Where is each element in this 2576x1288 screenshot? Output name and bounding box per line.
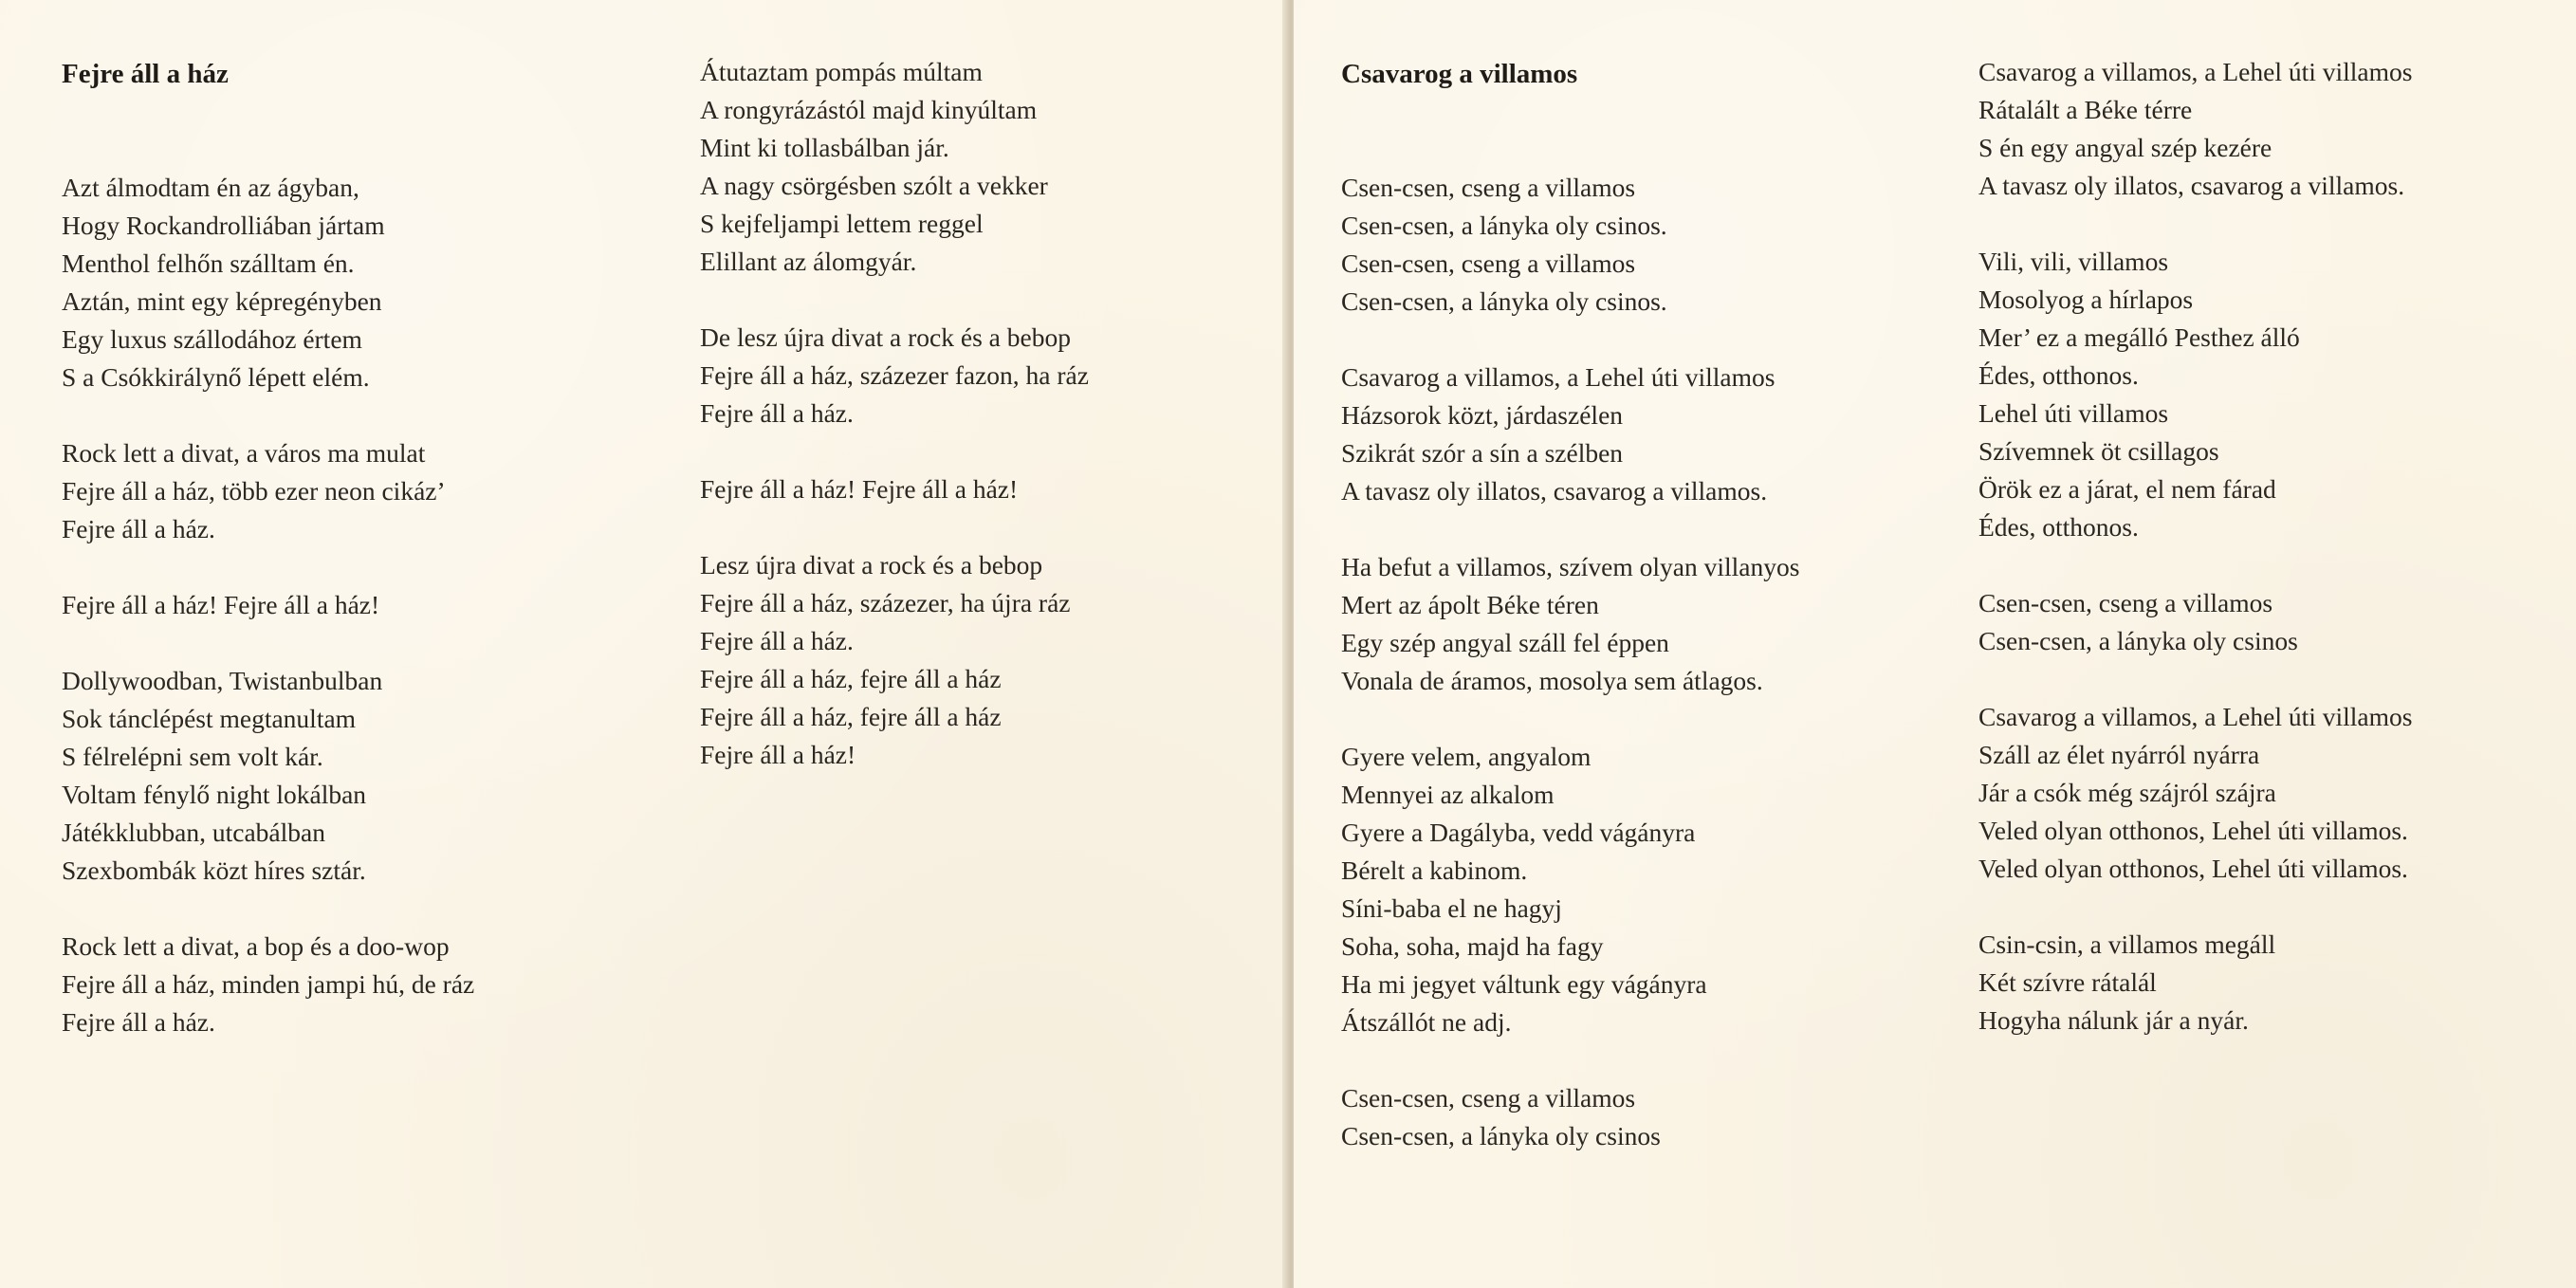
lyric-line: Mert az ápolt Béke téren (1341, 590, 1599, 619)
lyric-line: Vili, vili, villamos (1978, 247, 2169, 276)
lyric-stanza (62, 434, 474, 548)
lyric-stanza (1341, 359, 1799, 510)
lyric-line: Házsorok közt, járdaszélen (1341, 400, 1624, 430)
lyric-line: Csen-csen, cseng a villamos (1341, 248, 1636, 278)
lyric-line: Gyere velem, angyalom (1341, 742, 1592, 771)
lyrics-column-3 (1341, 53, 1799, 1193)
lyric-line: Mer’ ez a megálló Pesthez álló (1978, 322, 2300, 352)
lyric-line: Egy szép angyal száll fel éppen (1341, 628, 1669, 657)
lyric-line: Lehel úti villamos (1978, 398, 2169, 428)
lyric-line: Rock lett a divat, a város ma mulat (62, 438, 426, 468)
lyric-line: Egy luxus szállodához értem (62, 324, 362, 354)
lyric-line: A tavasz oly illatos, csavarog a villamos. (1978, 171, 2405, 200)
lyric-line: Száll az élet nyárról nyárra (1978, 740, 2260, 769)
lyric-line: Csavarog a villamos, a Lehel úti villamos (1341, 362, 1776, 392)
lyric-line: Fejre áll a ház, több ezer neon cikáz’ (62, 476, 446, 506)
lyric-line: Dollywoodban, Twistanbulban (62, 666, 383, 695)
lyric-line: Csavarog a villamos, a Lehel úti villamos (1978, 57, 2413, 86)
lyric-line: Fejre áll a ház. (62, 1007, 215, 1037)
lyric-line: Örök ez a járat, el nem fárad (1978, 474, 2276, 504)
lyric-line: Fejre áll a ház. (700, 398, 854, 428)
lyric-line: S a Csókkirálynő lépett elém. (62, 362, 370, 392)
lyric-line: Aztán, mint egy képregényben (62, 286, 382, 316)
lyric-line: Gyere a Dagályba, vedd vágányra (1341, 818, 1696, 847)
lyric-line: S én egy angyal szép kezére (1978, 133, 2272, 162)
lyric-line: Csen-csen, cseng a villamos (1341, 1083, 1636, 1113)
lyric-stanza (700, 319, 1089, 432)
lyric-line: Édes, otthonos. (1978, 512, 2139, 542)
song-title-fejre-all-a-haz: Fejre áll a ház (62, 59, 229, 89)
lyric-line: Édes, otthonos. (1978, 360, 2139, 390)
lyric-line: Elillant az álomgyár. (700, 247, 917, 276)
lyric-stanza (1341, 548, 1799, 700)
lyric-line: Csen-csen, a lányka oly csinos (1978, 626, 2298, 655)
lyric-stanza (1341, 738, 1799, 1041)
lyric-line: Menthol felhőn szálltam én. (62, 248, 355, 278)
lyric-line: Fejre áll a ház. (700, 626, 854, 655)
lyric-line: Veled olyan otthonos, Lehel úti villamos. (1978, 816, 2408, 845)
lyric-line: Szexbombák közt híres sztár. (62, 856, 366, 885)
lyric-stanza (1978, 698, 2412, 888)
lyric-line: A tavasz oly illatos, csavarog a villamos. (1341, 476, 1768, 506)
lyric-line: Csen-csen, a lányka oly csinos. (1341, 211, 1667, 240)
lyric-line: Csen-csen, cseng a villamos (1341, 173, 1636, 202)
lyric-line: Fejre áll a ház, százezer, ha újra ráz (700, 588, 1071, 617)
lyric-stanza (700, 53, 1089, 281)
lyric-line: Átszállót ne adj. (1341, 1007, 1512, 1037)
lyric-line: Csin-csin, a villamos megáll (1978, 929, 2276, 959)
lyric-line: Síni-baba el ne hagyj (1341, 893, 1562, 923)
lyric-line: Játékklubban, utcabálban (62, 818, 325, 847)
lyric-line: Fejre áll a ház, minden jampi hú, de ráz (62, 969, 475, 999)
lyric-stanza (1978, 584, 2412, 660)
lyric-line: Csen-csen, a lányka oly csinos (1341, 1121, 1661, 1150)
lyric-line: Soha, soha, majd ha fagy (1341, 931, 1604, 961)
lyric-line: Hogyha nálunk jár a nyár. (1978, 1005, 2249, 1035)
lyric-stanza (700, 470, 1089, 508)
lyric-stanza (1341, 1079, 1799, 1155)
lyric-line: Sok tánclépést megtanultam (62, 704, 357, 733)
lyric-line: Voltam fénylő night lokálban (62, 780, 367, 809)
lyrics-column-4 (1978, 53, 2412, 1077)
lyric-line: Fejre áll a ház! Fejre áll a ház! (700, 474, 1019, 504)
lyric-stanza (62, 928, 474, 1041)
lyric-stanza (62, 662, 474, 890)
lyric-line: Fejre áll a ház, fejre áll a ház (700, 664, 1002, 693)
lyric-line: S kejfeljampi lettem reggel (700, 209, 984, 238)
lyric-line: Lesz újra divat a rock és a bebop (700, 550, 1043, 580)
lyric-line: Szikrát szór a sín a szélben (1341, 438, 1624, 468)
lyrics-column-2 (700, 53, 1089, 812)
lyric-line: Csavarog a villamos, a Lehel úti villamos (1978, 702, 2413, 731)
song-title-csavarog-a-villamos: Csavarog a villamos (1341, 59, 1578, 89)
lyric-line: Hogy Rockandrolliában jártam (62, 211, 385, 240)
lyric-line: S félrelépni sem volt kár. (62, 742, 323, 771)
lyric-line: Ha mi jegyet váltunk egy vágányra (1341, 969, 1707, 999)
lyric-line: Mint ki tollasbálban jár. (700, 133, 949, 162)
lyric-line: Azt álmodtam én az ágyban, (62, 173, 359, 202)
lyric-line: Fejre áll a ház! Fejre áll a ház! (62, 590, 380, 619)
lyric-stanza (1978, 926, 2412, 1040)
lyric-line: Fejre áll a ház! (700, 740, 856, 769)
lyric-line: Bérelt a kabinom. (1341, 856, 1528, 885)
lyric-line: Csen-csen, a lányka oly csinos. (1341, 286, 1667, 316)
lyric-line: Csen-csen, cseng a villamos (1978, 588, 2273, 617)
lyric-stanza (1978, 53, 2412, 205)
lyric-line: A nagy csörgésben szólt a vekker (700, 171, 1048, 200)
lyric-stanza (1978, 243, 2412, 546)
lyric-stanza (62, 586, 474, 624)
lyric-line: Rátalált a Béke térre (1978, 95, 2193, 124)
lyric-line: Fejre áll a ház, százezer fazon, ha ráz (700, 360, 1089, 390)
lyric-line: Fejre áll a ház. (62, 514, 215, 543)
lyric-line: Rock lett a divat, a bop és a doo-wop (62, 931, 450, 961)
lyric-line: Ha befut a villamos, szívem olyan villanyos (1341, 552, 1800, 581)
lyric-stanza (1341, 169, 1799, 321)
lyric-stanza (700, 546, 1089, 774)
lyric-line: Veled olyan otthonos, Lehel úti villamos. (1978, 854, 2408, 883)
lyric-line: Szívemnek öt csillagos (1978, 436, 2219, 466)
lyric-line: Mennyei az alkalom (1341, 780, 1555, 809)
lyric-line: A rongyrázástól majd kinyúltam (700, 95, 1038, 124)
lyric-stanza (62, 169, 474, 396)
lyric-line: Vonala de áramos, mosolya sem átlagos. (1341, 666, 1763, 695)
lyric-line: Átutaztam pompás múltam (700, 57, 983, 86)
lyrics-column-1 (62, 53, 474, 1079)
lyric-line: Fejre áll a ház, fejre áll a ház (700, 702, 1002, 731)
lyric-line: Két szívre rátalál (1978, 967, 2157, 997)
lyric-line: Jár a csók még szájról szájra (1978, 778, 2276, 807)
lyric-line: Mosolyog a hírlapos (1978, 285, 2194, 314)
lyric-line: De lesz újra divat a rock és a bebop (700, 322, 1071, 352)
